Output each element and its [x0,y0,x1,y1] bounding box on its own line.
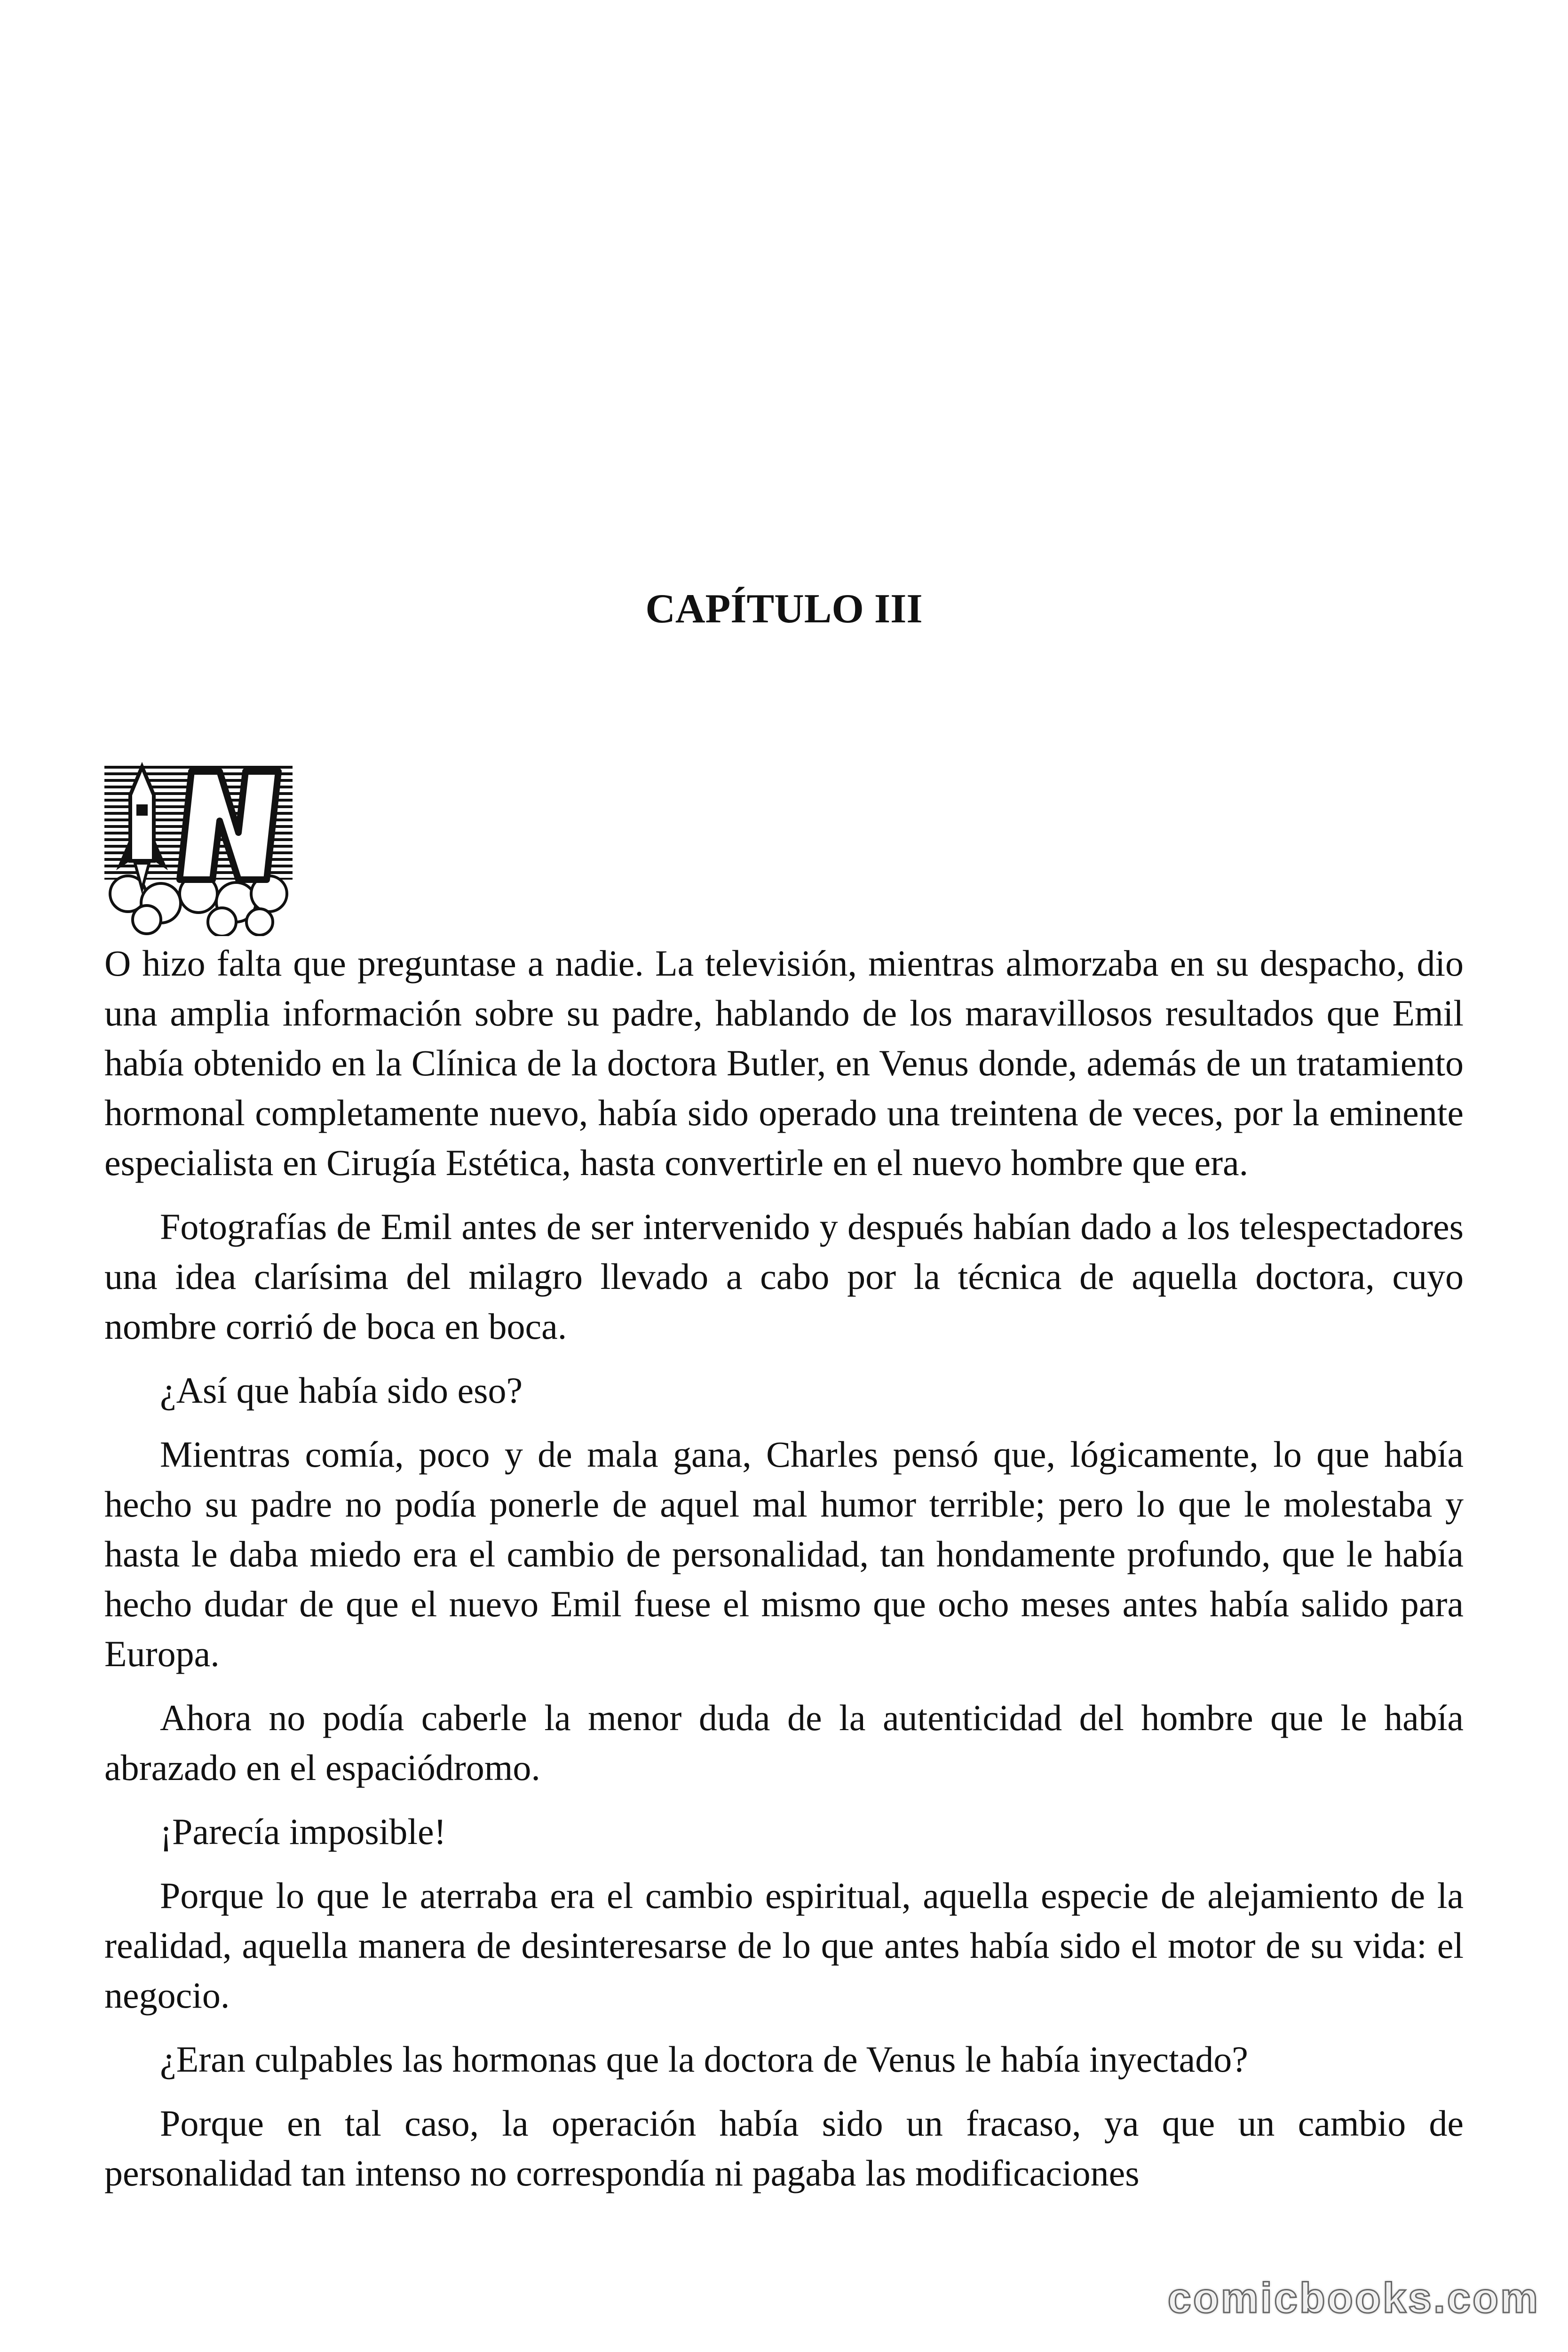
dropcap-illustration [104,753,293,936]
paragraph: ¡Parecía imposible! [160,1811,446,1852]
paragraph: Mientras comía, poco y de mala gana, Charles pensó que, lógicamente, lo que había hecho su padre no podía ponerle de aquel mal humor terrible; pero lo que le molestaba y hasta le daba miedo era el cambio de personalidad, tan hondamente profundo, que le había hecho dudar de que el nuevo Emil fuese el mismo que ocho meses antes había salido para Europa. [104,1434,1464,1674]
rocket-illustration-icon [104,753,293,936]
paragraph: Porque en tal caso, la operación había sido un fracaso, ya que un cambio de personalidad tan intenso no correspondía ni pagaba las modificaciones [104,2103,1464,2193]
paragraph: O hizo falta que preguntase a nadie. La televisión, mientras almorzaba en su despacho, dio una amplia información sobre su padre, hablando de los maravillosos resultados que Emil había obtenido en la Clínica de la doctora Butler, en Venus donde, además de un tratamiento hormonal completamente nuevo, había sido operado una treintena de veces, por la eminente especialista en Cirugía Estética, hasta convertirle en el nuevo hombre que era. [104,943,1464,1183]
paragraph: Porque lo que le aterraba era el cambio espiritual, aquella especie de alejamiento de la realidad, aquella manera de desinteresarse de lo que antes había sido el motor de su vida: el negocio. [104,1875,1464,2016]
body-text [104,938,1464,2212]
chapter-title: CAPÍTULO III [645,586,923,632]
watermark: comicbooks.com [1167,2275,1540,2322]
paragraph: Fotografías de Emil antes de ser intervenido y después habían dado a los telespectadores una idea clarísima del milagro llevado a cabo por la técnica de aquella doctora, cuyo nombre corrió de boca en boca. [104,1206,1464,1347]
paragraph: ¿Así que había sido eso? [160,1370,523,1411]
paragraph: ¿Eran culpables las hormonas que la doctora de Venus le había inyectado? [160,2039,1248,2080]
paragraph: Ahora no podía caberle la menor duda de la autenticidad del hombre que le había abrazado en el espaciódromo. [104,1697,1464,1788]
